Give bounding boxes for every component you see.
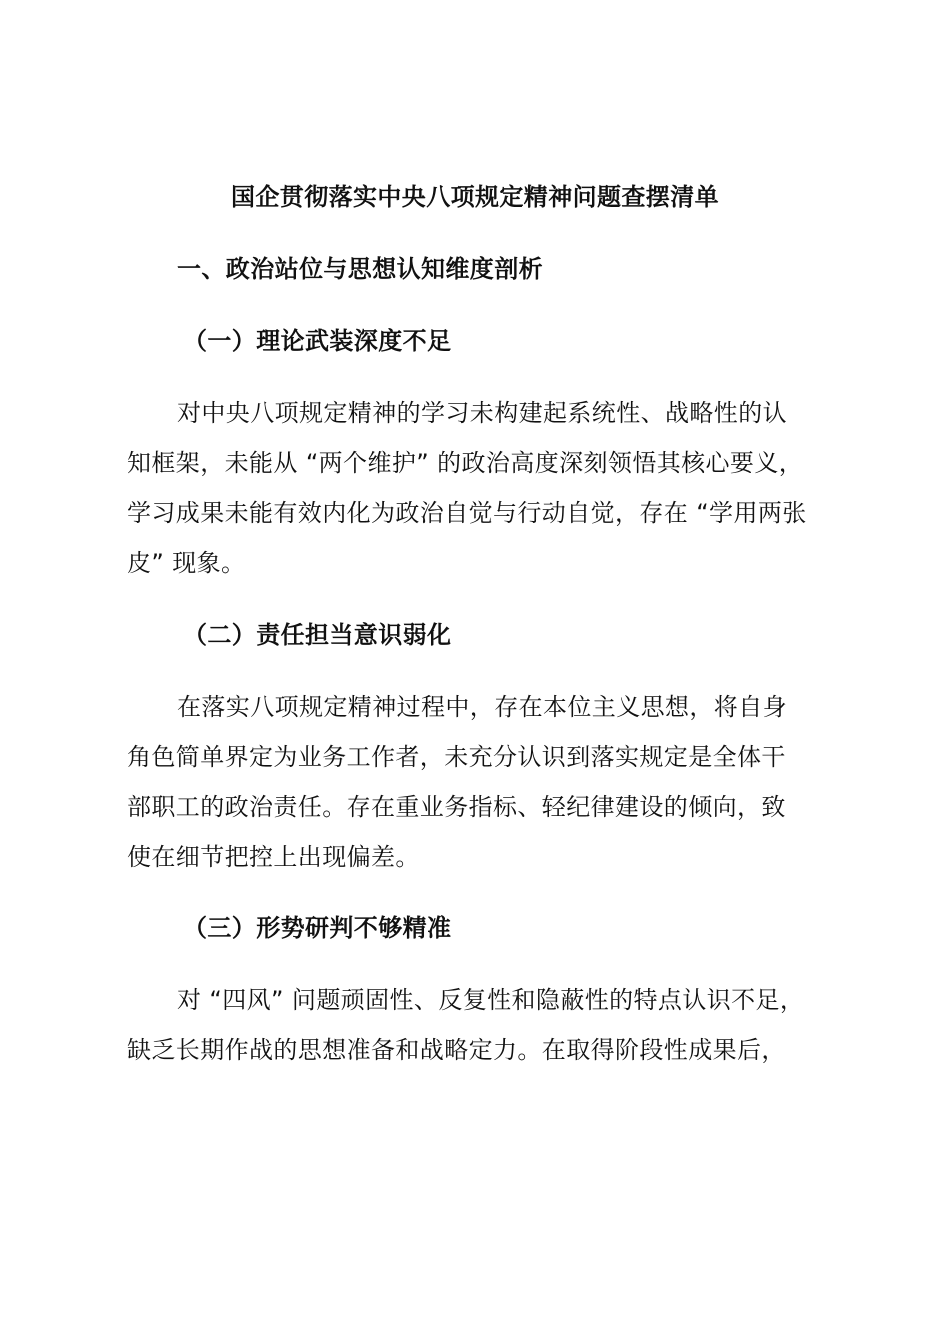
paragraph-1-line-4: 皮” 现象。 [127,549,246,577]
paragraph-1-line-3: 学习成果未能有效内化为政治自觉与行动自觉，存在 “学用两张 [127,499,807,527]
paragraph-1-line-1: 对中央八项规定精神的学习未构建起系统性、战略性的认 [177,399,787,427]
subsection-heading-1: （一）理论武装深度不足 [183,327,452,355]
paragraph-3-line-1: 对 “四风” 问题顽固性、反复性和隐蔽性的特点认识不足， [177,986,805,1014]
subsection-heading-3: （三）形势研判不够精准 [183,914,452,942]
paragraph-2-line-1: 在落实八项规定精神过程中，存在本位主义思想，将自身 [177,693,787,721]
paragraph-2-line-3: 部职工的政治责任。存在重业务指标、轻纪律建设的倾向，致 [127,793,786,821]
document-title: 国企贯彻落实中央八项规定精神问题查摆清单 [231,183,719,211]
paragraph-2-line-2: 角色简单界定为业务工作者，未充分认识到落实规定是全体干 [127,743,786,771]
paragraph-2-line-4: 使在细节把控上出现偏差。 [127,843,420,871]
subsection-heading-2: （二）责任担当意识弱化 [183,621,452,649]
section-heading-1: 一、政治站位与思想认知维度剖析 [177,255,543,283]
paragraph-1-line-2: 知框架，未能从 “两个维护” 的政治高度深刻领悟其核心要义， [127,449,804,477]
paragraph-3-line-2: 缺乏长期作战的思想准备和战略定力。在取得阶段性成果后， [127,1036,786,1064]
